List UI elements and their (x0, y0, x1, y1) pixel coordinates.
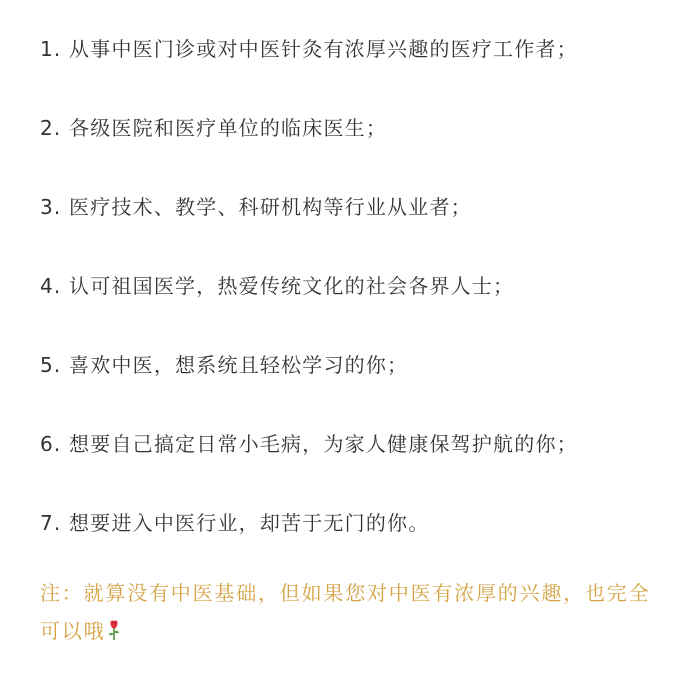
note-paragraph (40, 574, 660, 650)
list-item: 3. 医疗技术、教学、科研机构等行业从业者； (40, 195, 472, 219)
rose-icon (107, 615, 121, 637)
list-item: 5. 喜欢中医，想系统且轻松学习的你； (40, 353, 409, 377)
audience-list (40, 34, 680, 587)
list-item: 7. 想要进入中医行业，却苦于无门的你。 (40, 511, 430, 535)
list-item: 6. 想要自己搞定日常小毛病，为家人健康保驾护航的你； (40, 432, 578, 456)
list-item: 4. 认可祖国医学，热爱传统文化的社会各界人士； (40, 274, 515, 298)
list-item: 2. 各级医院和医疗单位的临床医生； (40, 116, 388, 140)
list-item: 1. 从事中医门诊或对中医针灸有浓厚兴趣的医疗工作者； (40, 37, 578, 61)
note-text: 注：就算没有中医基础，但如果您对中医有浓厚的兴趣，也完全可以哦 (40, 581, 651, 643)
